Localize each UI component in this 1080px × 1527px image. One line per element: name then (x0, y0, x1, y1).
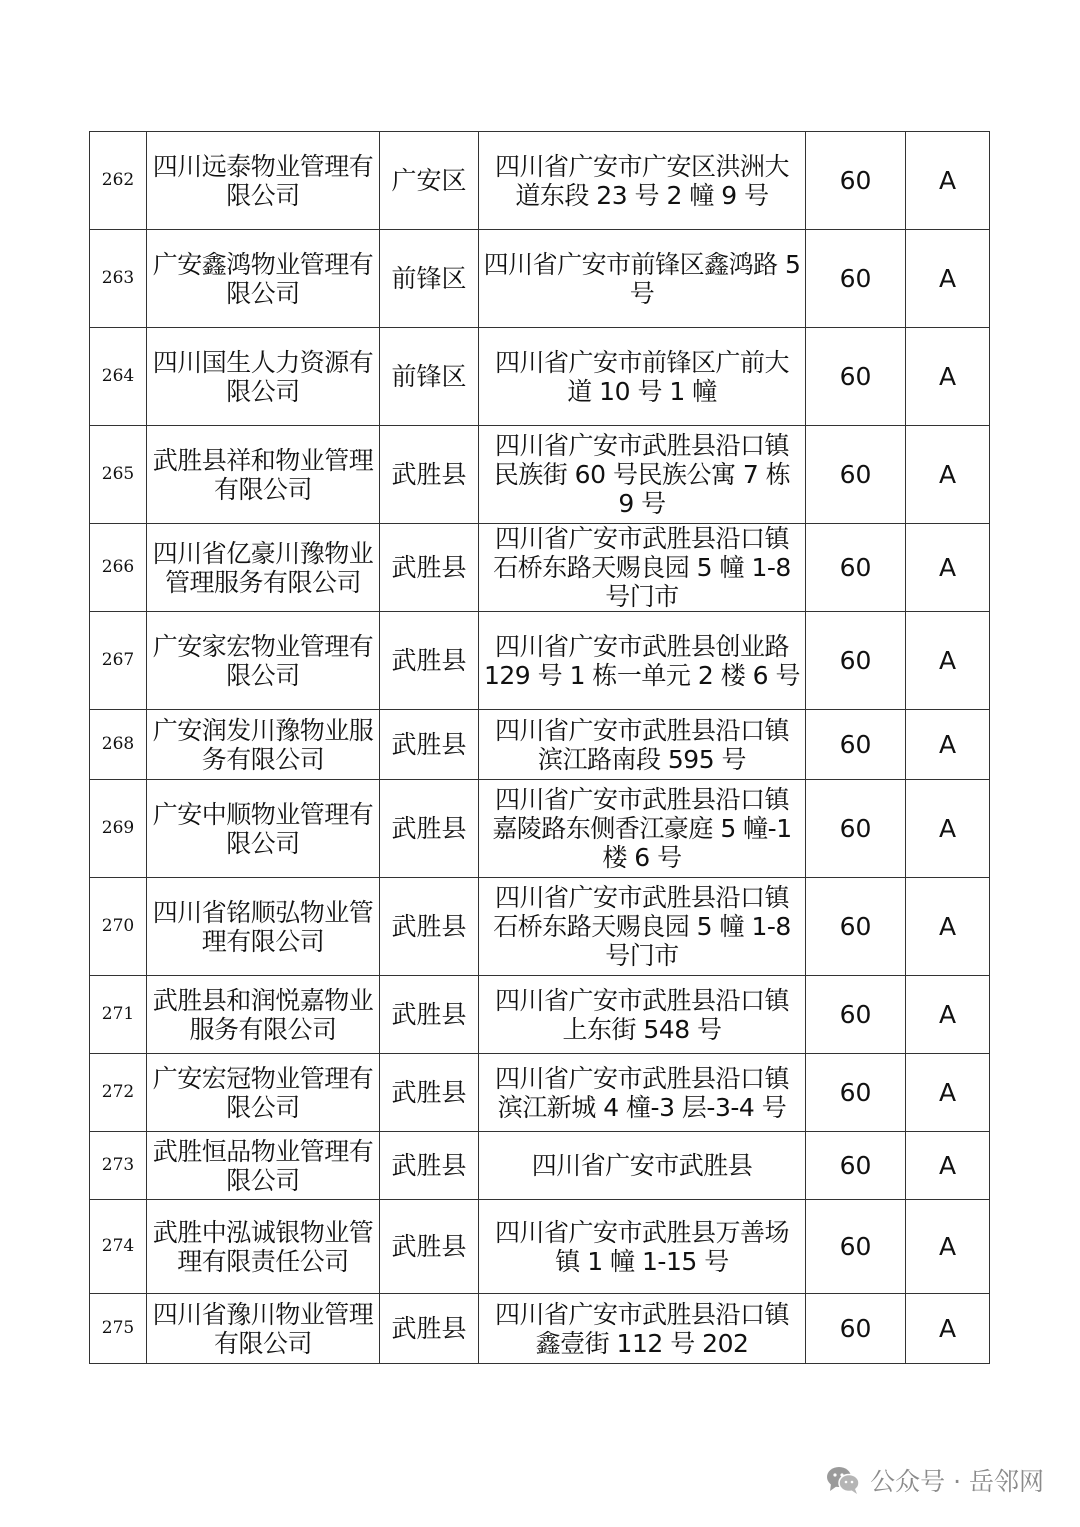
address: 四川省广安市广安区洪洲大道东段 23 号 2 幢 9 号 (479, 132, 806, 230)
company-name: 武胜县和润悦嘉物业服务有限公司 (147, 976, 380, 1054)
grade: A (906, 976, 990, 1054)
address: 四川省广安市武胜县沿口镇石桥东路天赐良园 5 幢 1-8 号门市 (479, 878, 806, 976)
grade: A (906, 1054, 990, 1132)
company-name: 四川省豫川物业管理有限公司 (147, 1294, 380, 1364)
company-name: 武胜县祥和物业管理有限公司 (147, 426, 380, 524)
district: 武胜县 (380, 1054, 479, 1132)
score: 60 (806, 524, 906, 612)
address: 四川省广安市武胜县沿口镇上东街 548 号 (479, 976, 806, 1054)
table-row (90, 1132, 990, 1200)
company-name: 广安润发川豫物业服务有限公司 (147, 710, 380, 780)
score: 60 (806, 1200, 906, 1294)
row-number: 267 (90, 612, 147, 710)
score: 60 (806, 1294, 906, 1364)
grade: A (906, 1294, 990, 1364)
table-row (90, 612, 990, 710)
score: 60 (806, 426, 906, 524)
district: 武胜县 (380, 426, 479, 524)
table-row (90, 230, 990, 328)
district: 武胜县 (380, 780, 479, 878)
row-number: 270 (90, 878, 147, 976)
score: 60 (806, 328, 906, 426)
district: 武胜县 (380, 878, 479, 976)
enterprise-table (89, 131, 990, 1364)
watermark-text: 公众号 · 岳邻网 (870, 1467, 1044, 1496)
row-number: 274 (90, 1200, 147, 1294)
table-row (90, 780, 990, 878)
grade: A (906, 230, 990, 328)
address: 四川省广安市武胜县沿口镇嘉陵路东侧香江豪庭 5 幢-1 楼 6 号 (479, 780, 806, 878)
district: 武胜县 (380, 612, 479, 710)
district: 前锋区 (380, 230, 479, 328)
district: 前锋区 (380, 328, 479, 426)
address: 四川省广安市前锋区鑫鸿路 5 号 (479, 230, 806, 328)
score: 60 (806, 612, 906, 710)
table-row (90, 1054, 990, 1132)
score: 60 (806, 976, 906, 1054)
address: 四川省广安市武胜县沿口镇民族街 60 号民族公寓 7 栋 9 号 (479, 426, 806, 524)
company-name: 广安宏冠物业管理有限公司 (147, 1054, 380, 1132)
table-row (90, 426, 990, 524)
row-number: 275 (90, 1294, 147, 1364)
address: 四川省广安市武胜县沿口镇滨江路南段 595 号 (479, 710, 806, 780)
table-row (90, 1200, 990, 1294)
grade: A (906, 524, 990, 612)
row-number: 272 (90, 1054, 147, 1132)
grade: A (906, 1132, 990, 1200)
score: 60 (806, 230, 906, 328)
row-number: 271 (90, 976, 147, 1054)
row-number: 268 (90, 710, 147, 780)
company-name: 武胜恒品物业管理有限公司 (147, 1132, 380, 1200)
watermark (826, 1460, 1044, 1500)
address: 四川省广安市武胜县沿口镇石桥东路天赐良园 5 幢 1-8 号门市 (479, 524, 806, 612)
company-name: 四川国生人力资源有限公司 (147, 328, 380, 426)
wechat-icon (826, 1465, 860, 1495)
district: 武胜县 (380, 1132, 479, 1200)
row-number: 273 (90, 1132, 147, 1200)
company-name: 广安中顺物业管理有限公司 (147, 780, 380, 878)
table-row (90, 878, 990, 976)
table-row (90, 132, 990, 230)
score: 60 (806, 710, 906, 780)
table-row (90, 524, 990, 612)
district: 武胜县 (380, 710, 479, 780)
address: 四川省广安市武胜县 (479, 1132, 806, 1200)
company-name: 四川省铭顺弘物业管理有限公司 (147, 878, 380, 976)
district: 武胜县 (380, 976, 479, 1054)
row-number: 265 (90, 426, 147, 524)
row-number: 264 (90, 328, 147, 426)
row-number: 263 (90, 230, 147, 328)
table-row (90, 710, 990, 780)
table-row (90, 1294, 990, 1364)
row-number: 262 (90, 132, 147, 230)
address: 四川省广安市武胜县沿口镇滨江新城 4 橦-3 层-3-4 号 (479, 1054, 806, 1132)
score: 60 (806, 132, 906, 230)
company-name: 广安家宏物业管理有限公司 (147, 612, 380, 710)
company-name: 四川远泰物业管理有限公司 (147, 132, 380, 230)
score: 60 (806, 1054, 906, 1132)
grade: A (906, 426, 990, 524)
district: 武胜县 (380, 1294, 479, 1364)
address: 四川省广安市武胜县沿口镇鑫壹街 112 号 202 (479, 1294, 806, 1364)
district: 广安区 (380, 132, 479, 230)
grade: A (906, 612, 990, 710)
grade: A (906, 1200, 990, 1294)
address: 四川省广安市前锋区广前大道 10 号 1 幢 (479, 328, 806, 426)
grade: A (906, 878, 990, 976)
table-row (90, 976, 990, 1054)
grade: A (906, 132, 990, 230)
company-name: 四川省亿豪川豫物业管理服务有限公司 (147, 524, 380, 612)
table-body (90, 132, 990, 1364)
score: 60 (806, 780, 906, 878)
row-number: 266 (90, 524, 147, 612)
company-name: 武胜中泓诚银物业管理有限责任公司 (147, 1200, 380, 1294)
grade: A (906, 710, 990, 780)
district: 武胜县 (380, 1200, 479, 1294)
grade: A (906, 328, 990, 426)
row-number: 269 (90, 780, 147, 878)
address: 四川省广安市武胜县万善场镇 1 幢 1-15 号 (479, 1200, 806, 1294)
company-name: 广安鑫鸿物业管理有限公司 (147, 230, 380, 328)
district: 武胜县 (380, 524, 479, 612)
score: 60 (806, 878, 906, 976)
score: 60 (806, 1132, 906, 1200)
address: 四川省广安市武胜县创业路 129 号 1 栋一单元 2 楼 6 号 (479, 612, 806, 710)
table-row (90, 328, 990, 426)
grade: A (906, 780, 990, 878)
